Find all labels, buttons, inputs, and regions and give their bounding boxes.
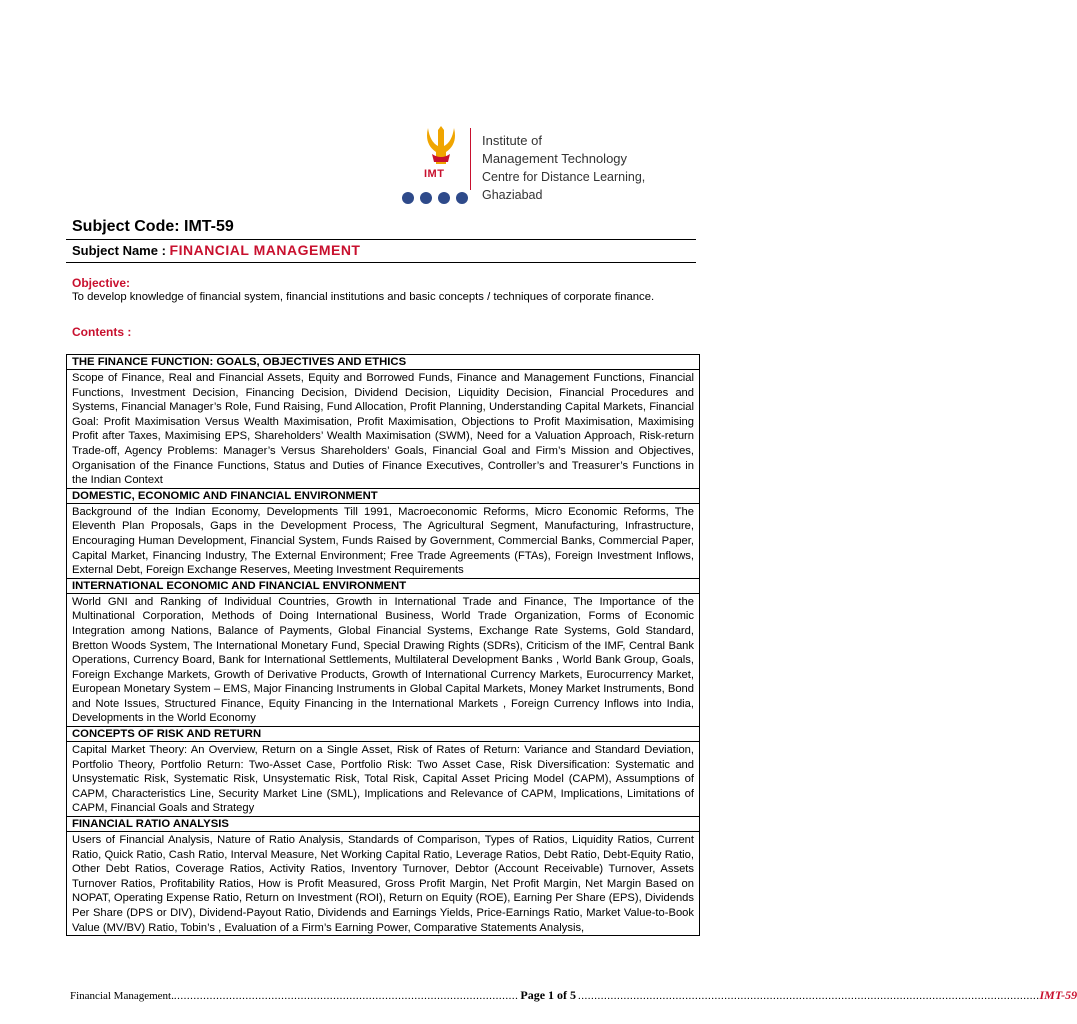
institute-line-2: Management Technology (482, 151, 628, 166)
section-body: Scope of Finance, Real and Financial Assets, Equity and Borrowed Funds, Finance and Management Functions, Financial Functions, Investment Decision, Financing Decision, Dividend Decision, Liquidity Decision, Financial Procedures and Systems, Financial Manager’s Role, Fund Raising, Fund Allocation, Profit Planning, Understanding Capital Markets, Financial Goal: Profit Maximisation Versus Wealth Maximisation, Profit Maximisation, Objections to Profit Maximisation, Maximising Profit after Taxes, Maximising EPS, Shareholders’ Wealth Maximisation (SWM), Need for a Valuation Approach, Risk-return Trade-off, Agency Problems: Manager’s Versus Shareholders’ Goals, Financial Goal and Firm’s Mission and Objectives, Organisation of the Finance Functions, Status and Duties of Finance Executives, Controller’s and Treasurer’s Functions in the Indian Context (67, 370, 699, 489)
dot-icon (456, 192, 468, 204)
page-footer (70, 988, 1077, 1003)
objective-heading: Objective: (72, 276, 131, 290)
logo-text: IMT (424, 168, 445, 180)
footer-leader: .......................................................................................................... (173, 990, 519, 1002)
divider (66, 262, 696, 263)
section-title: DOMESTIC, ECONOMIC AND FINANCIAL ENVIRONMENT (67, 489, 699, 504)
contents-heading: Contents : (72, 325, 132, 339)
logo-divider (470, 128, 471, 190)
section-title: INTERNATIONAL ECONOMIC AND FINANCIAL ENVIRONMENT (67, 579, 699, 594)
institute-name (482, 132, 708, 204)
footer-leader: .............................................................................................................................................. (578, 990, 1040, 1002)
contents-table (66, 354, 700, 936)
subject-name (72, 242, 361, 258)
footer-left: Financial Management. (70, 990, 174, 1002)
dot-icon (402, 192, 414, 204)
subject-code: Subject Code: IMT-59 (72, 218, 234, 235)
dot-icon (438, 192, 450, 204)
subject-name-value: FINANCIAL MANAGEMENT (169, 242, 361, 258)
section-body: Users of Financial Analysis, Nature of Ratio Analysis, Standards of Comparison, Types of Ratios, Liquidity Ratios, Current Ratio, Quick Ratio, Cash Ratio, Interval Measure, Net Working Capital Ratio, Leverage Ratios, Debt Ratio, Debt-Equity Ratio, Other Debt Ratios, Coverage Ratios, Activity Ratios, Inventory Turnover, Debtor (Account Receivable) Turnover, Assets Turnover Ratios, Profitability Ratios, How is Profit Measured, Gross Profit Margin, Net Profit Margin, Net Margin Based on NOPAT, Operating Expense Ratio, Return on Investment (ROI), Return on Equity (ROE), Earning Per Share (EPS), Dividends Per Share (DPS or DIV), Dividend-Payout Ratio, Dividends and Earnings Yields, Price-Earnings Ratio, Market Value-to-Book Value (MV/BV) Ratio, Tobin’s , Evaluation of a Firm’s Earning Power, Comparative Statements Analysis, (72, 834, 694, 934)
footer-page: Page 1 of 5 (520, 988, 577, 1002)
section-body: Background of the Indian Economy, Developments Till 1991, Macroeconomic Reforms, Micro Economic Reforms, The Eleventh Plan Proposals, Gaps in the Development Process, The Agricultural Segment, Manufacturing, Infrastructure, Encouraging Human Development, Financial System, Funds Raised by Government, Commercial Banks, Commercial Paper, Capital Market, Financing Industry, The External Environment; Free Trade Agreements (FTAs), Foreign Investment Inflows, External Debt, Foreign Exchange Reserves, Meeting Investment Requirements (67, 504, 699, 579)
section-body: World GNI and Ranking of Individual Countries, Growth in International Trade and Finance, The Importance of the Multinational Corporation, Methods of Doing International Business, World Trade Organization, Forms of Economic Integration among Nations, Balance of Payments, Global Financial Systems, Exchange Rate Systems, Gold Standard, Bretton Woods System, The International Monetary Fund, Special Drawing Rights (SDRs), Criticism of the IMF, Central Bank Operations, Currency Board, Bank for International Settlements, Multilateral Development Banks , World Bank Group, Goals, Foreign Exchange Markets, Growth of Derivative Products, Growth of International Currency Markets, Eurocurrency Market, European Monetary System – EMS, Major Financing Instruments in Global Capital Markets, Money Market Instruments, Bond and Note Issues, Structured Finance, Equity Financing in the International Markets , Foreign Currency Inflows into India, Developments in the World Economy (67, 594, 699, 727)
institute-line-1: Institute of (482, 133, 542, 148)
divider (66, 239, 696, 240)
section-title: CONCEPTS OF RISK AND RETURN (67, 727, 699, 742)
section-body: Capital Market Theory: An Overview, Return on a Single Asset, Risk of Rates of Return: Variance and Standard Deviation, Portfolio Theory, Portfolio Return: Two-Asset Case, Portfolio Risk: Two Asset Case, Risk Diversification: Systematic and Unsystematic Risk, Systematic Risk, Unsystematic Risk, Total Risk, Capital Asset Pricing Model (CAPM), Assumptions of CAPM, Characteristics Line, Security Market Line (SML), Implications and Relevance of CAPM, Implications, Limitations of CAPM, Financial Goals and Strategy (67, 742, 699, 817)
dot-icon (420, 192, 432, 204)
footer-code: IMT-59 (1039, 988, 1077, 1002)
subject-name-label: Subject Name : (72, 243, 170, 258)
institute-line-3: Centre for Distance Learning, Ghaziabad (482, 170, 646, 202)
section-title: THE FINANCE FUNCTION: GOALS, OBJECTIVES AND ETHICS (67, 355, 699, 370)
section-title: FINANCIAL RATIO ANALYSIS (67, 817, 699, 832)
objective-text: To develop knowledge of financial system, financial institutions and basic concepts / techniques of corporate finance. (72, 291, 655, 303)
logo-dots (402, 192, 468, 204)
